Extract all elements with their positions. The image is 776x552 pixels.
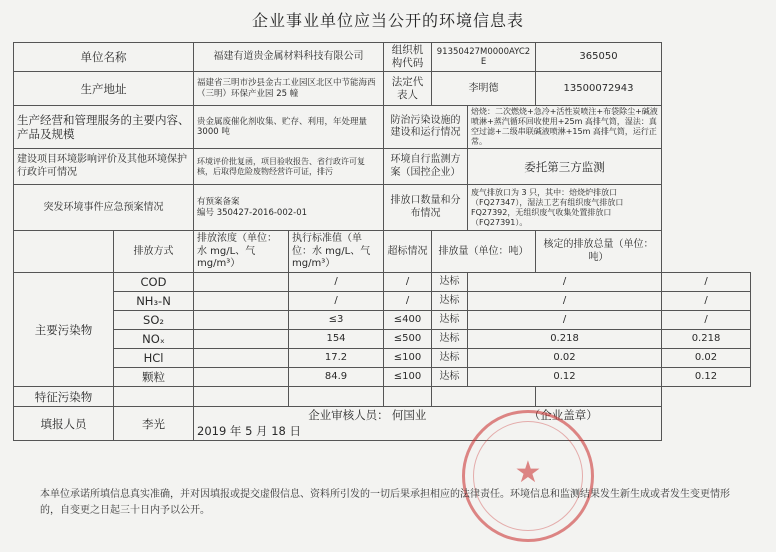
pollutant-standard: ≤100 — [384, 349, 432, 368]
pollutant-standard: ≤100 — [384, 368, 432, 387]
address-value: 福建省三明市沙县金古工业园区北区中节能海西（三明）环保产业园 25 幢 — [194, 72, 384, 106]
contact-value — [536, 72, 662, 106]
header-standard: 执行标准值（单位：水 mg/L、气 mg/m³） — [289, 231, 384, 273]
pollutant-row — [14, 330, 751, 349]
reviewer-value: 何国业 — [391, 408, 427, 423]
outlet-label: 排放口数量和分布情况 — [384, 185, 468, 231]
pollutant-total: / — [662, 273, 751, 292]
pollutant-standard: / — [384, 273, 432, 292]
header-amount: 排放量（单位：吨） — [432, 231, 536, 273]
header-exceed: 超标情况 — [384, 231, 432, 273]
pollutant-method — [194, 349, 289, 368]
pollutant-concentration: / — [289, 273, 384, 292]
unit-name-label: 单位名称 — [14, 43, 194, 72]
pollutant-amount: 0.218 — [468, 330, 662, 349]
business-label: 生产经营和管理服务的主要内容、产品及规模 — [14, 106, 194, 149]
reviewer-label: 企业审核人员： — [308, 408, 389, 423]
facility-value: 焙烧：二次燃烧+急冷+活性炭喷注+布袋除尘+碱液喷淋+蒸汽循环回收使用+25m 高排气筒，湿法：真空过滤+二级串联碱液喷淋+15m 高排气筒，运行正常。 — [468, 106, 662, 149]
pollutant-row — [14, 349, 751, 368]
header-method: 排放方式 — [114, 231, 194, 273]
org-code-value: 91350427M0000AYC2E — [432, 43, 536, 72]
pollutant-name: NOₓ — [114, 330, 194, 349]
pollutant-standard: ≤500 — [384, 330, 432, 349]
pollutant-concentration: ≤3 — [289, 311, 384, 330]
pollutant-exceed: 达标 — [432, 292, 468, 311]
pollutant-name: NH₃-N — [114, 292, 194, 311]
pollutant-name: SO₂ — [114, 311, 194, 330]
pollutant-amount: 0.02 — [468, 349, 662, 368]
pollutant-total: / — [662, 292, 751, 311]
pollutant-concentration: / — [289, 292, 384, 311]
pollutant-exceed: 达标 — [432, 349, 468, 368]
pollutant-method — [194, 330, 289, 349]
emergency-label: 突发环境事件应急预案情况 — [14, 185, 194, 231]
legal-rep-value: 李明德 — [432, 72, 536, 106]
pollutant-concentration: 154 — [289, 330, 384, 349]
header-blank — [14, 231, 114, 273]
pollutant-row — [14, 368, 751, 387]
pollutant-method — [194, 273, 289, 292]
filler-label: 填报人员 — [14, 407, 114, 441]
postal-code: 365050 — [579, 50, 618, 62]
address-label: 生产地址 — [14, 72, 194, 106]
pollutant-exceed: 达标 — [432, 368, 468, 387]
pollutant-concentration: 17.2 — [289, 349, 384, 368]
commitment-footer: 本单位承诺所填信息真实准确，并对因填报或提交虚假信息、资料所引发的一切后果承担相应的法律责任。环境信息和监测结果发生新生成或者发生变更情形的，自变更之日起三十日内予以公开。 — [40, 489, 730, 516]
pollutant-total: / — [662, 311, 751, 330]
pollutant-exceed: 达标 — [432, 330, 468, 349]
pollutant-method — [194, 311, 289, 330]
environment-info-table — [13, 42, 751, 441]
signature-row — [194, 407, 662, 441]
pollutant-amount: 0.12 — [468, 368, 662, 387]
pollutant-name: HCl — [114, 349, 194, 368]
emergency-value: 有预案备案 编号 350427-2016-002-01 — [194, 185, 384, 231]
seal-label: （企业盖章） — [528, 408, 598, 423]
header-total: 核定的排放总量（单位：吨） — [536, 231, 662, 273]
pollutant-row — [14, 273, 751, 292]
monitor-label: 环境自行监测方案（国控企业） — [384, 149, 468, 185]
page-title: 企业事业单位应当公开的环境信息表 — [251, 11, 524, 30]
monitor-value: 委托第三方监测 — [468, 149, 662, 185]
special-pollutants-label: 特征污染物 — [14, 387, 114, 407]
pollutant-row — [14, 292, 751, 311]
pollutant-rows — [14, 273, 751, 387]
pollutant-exceed: 达标 — [432, 273, 468, 292]
legal-rep-label: 法定代表人 — [384, 72, 432, 106]
eia-label: 建设项目环境影响评价及其他环境保护行政许可情况 — [14, 149, 194, 185]
pollutant-amount: / — [468, 292, 662, 311]
pollutant-amount: / — [468, 273, 662, 292]
org-code-label: 组织机构代码 — [384, 43, 432, 72]
pollutant-concentration: 84.9 — [289, 368, 384, 387]
pollutant-row — [14, 311, 751, 330]
star-icon: ★ — [514, 455, 542, 490]
pollutant-total: 0.218 — [662, 330, 751, 349]
unit-name-value: 福建有道贵金属材料科技有限公司 — [194, 43, 384, 72]
pollutant-total: 0.02 — [662, 349, 751, 368]
eia-value: 环境评价批复函，项目验收报告、省行政许可复核，后取得危险废物经营许可证，排污 — [194, 149, 384, 185]
pollutant-exceed: 达标 — [432, 311, 468, 330]
pollutant-method — [194, 292, 289, 311]
outlet-value: 废气排放口为 3 只，其中：焙烧炉排放口（FQ27347），湿法工艺有组织废气排放口 FQ27392，无组织废气收集处置排放口（FQ27391）。 — [468, 185, 662, 231]
pollutant-method — [194, 368, 289, 387]
pollutant-standard: / — [384, 292, 432, 311]
contact: 13500072943 — [563, 82, 634, 94]
main-pollutants-label: 主要污染物 — [14, 273, 114, 387]
facility-label: 防治污染设施的建设和运行情况 — [384, 106, 468, 149]
filler-value: 李光 — [114, 407, 194, 441]
pollutant-standard: ≤400 — [384, 311, 432, 330]
pollutant-name: 颗粒 — [114, 368, 194, 387]
pollutant-name: COD — [114, 273, 194, 292]
pollutant-amount: / — [468, 311, 662, 330]
pollutant-total: 0.12 — [662, 368, 751, 387]
header-concentration: 排放浓度（单位：水 mg/L、气 mg/m³） — [194, 231, 289, 273]
business-value: 贵金属废催化剂收集、贮存、利用，年处理量 3000 吨 — [194, 106, 384, 149]
postal-code-value — [536, 43, 662, 72]
report-date: 2019 年 5 月 18 日 — [197, 423, 301, 438]
